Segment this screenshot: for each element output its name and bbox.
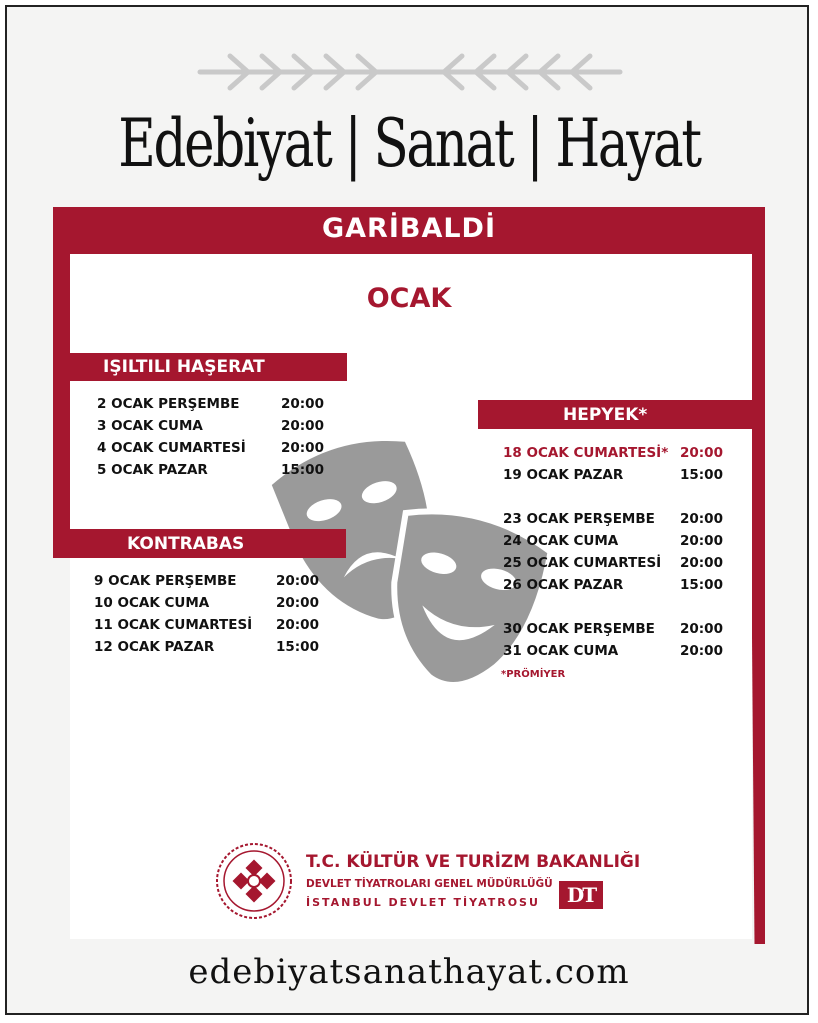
show-time: 20:00 [680,555,723,571]
list-item [94,617,319,633]
premiere-note: *PRÖMİYER [501,669,566,680]
show-time: 20:00 [680,445,723,461]
show-date: 9 OCAK PERŞEMBE [94,573,237,589]
show-date: 10 OCAK CUMA [94,595,210,611]
list-item [503,621,723,637]
show-time: 20:00 [276,595,319,611]
show-time: 20:00 [680,643,723,659]
month-title: OCAK [366,283,452,314]
show-date: 18 OCAK CUMARTESİ* [503,445,669,461]
show-time: 20:00 [281,418,324,434]
section-title-isiltili: IŞILTILI HAŞERAT [103,357,265,377]
section-bar-kontrabas [53,529,346,558]
list-item-premiere [503,445,723,461]
show-date: 12 OCAK PAZAR [94,639,215,655]
show-date: 5 OCAK PAZAR [97,462,208,478]
show-time: 20:00 [276,617,319,633]
show-time: 15:00 [276,639,319,655]
show-time: 20:00 [281,396,324,412]
ministry-emblem-icon [215,842,293,920]
site-title: Edebiyat | Sanat | Hayat [118,105,700,182]
section-bar-hepyek [478,400,765,429]
show-time: 20:00 [276,573,319,589]
show-time: 15:00 [281,462,324,478]
website-url: edebiyatsanathayat.com [188,952,630,992]
show-time: 15:00 [680,577,723,593]
play-title: GARİBALDİ [321,213,497,244]
show-time: 20:00 [680,533,723,549]
show-time: 20:00 [680,621,723,637]
show-date: 19 OCAK PAZAR [503,467,624,483]
list-item [94,573,319,589]
list-item [503,533,723,549]
section-bar-isiltili [70,353,347,381]
laurel-icon [190,50,630,94]
show-date: 11 OCAK CUMARTESİ [94,617,253,633]
show-date: 23 OCAK PERŞEMBE [503,511,655,527]
dt-logo: DT [559,881,603,909]
list-item [97,440,324,456]
ministry-name: T.C. KÜLTÜR VE TURİZM BAKANLIĞI [306,852,641,872]
show-date: 4 OCAK CUMARTESİ [97,440,246,456]
show-time: 15:00 [680,467,723,483]
theatre-name: İSTANBUL DEVLET TİYATROSU [306,896,540,909]
list-item [503,643,723,659]
list-item [94,595,319,611]
show-date: 25 OCAK CUMARTESİ [503,555,662,571]
show-time: 20:00 [680,511,723,527]
section-title-hepyek: HEPYEK* [563,405,648,425]
show-date: 3 OCAK CUMA [97,418,203,434]
show-time: 20:00 [281,440,324,456]
list-item [94,639,319,655]
section-title-kontrabas: KONTRABAS [127,534,245,554]
list-item [503,577,723,593]
show-date: 2 OCAK PERŞEMBE [97,396,240,412]
show-date: 26 OCAK PAZAR [503,577,624,593]
list-item [503,467,723,483]
show-date: 31 OCAK CUMA [503,643,619,659]
list-item [97,462,324,478]
list-item [97,418,324,434]
list-item [97,396,324,412]
list-item [503,511,723,527]
show-date: 24 OCAK CUMA [503,533,619,549]
list-item [503,555,723,571]
show-date: 30 OCAK PERŞEMBE [503,621,655,637]
department-name: DEVLET TİYATROLARI GENEL MÜDÜRLÜĞÜ [306,878,553,890]
